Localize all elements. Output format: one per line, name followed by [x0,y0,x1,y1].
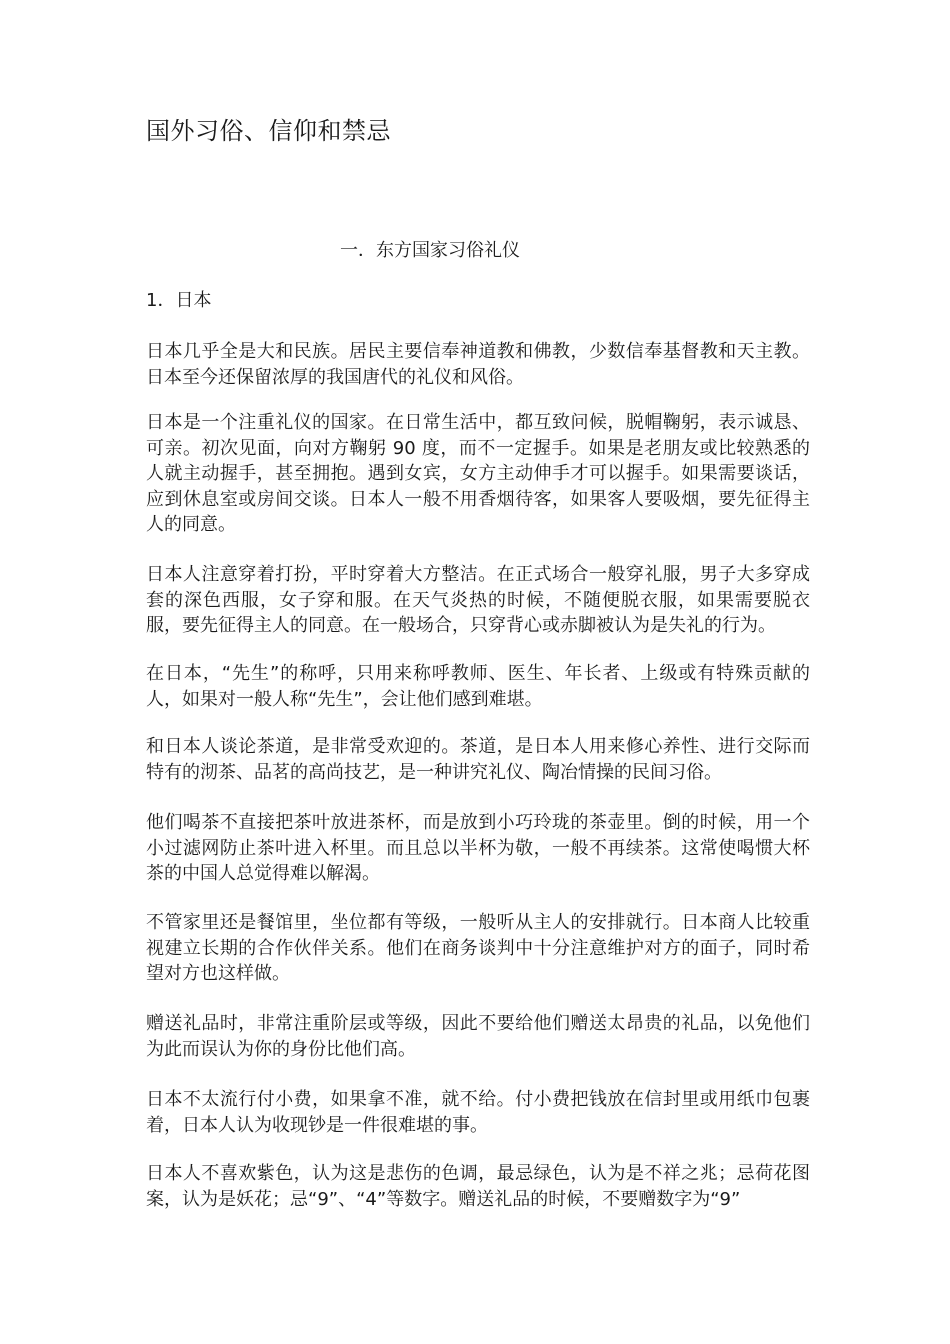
paragraph: 和日本人谈论茶道，是非常受欢迎的。茶道，是日本人用来修心养性、进行交际而特有的沏茶、品茗的高尚技艺，是一种讲究礼仪、陶冶情操的民间习俗。 [146,736,810,783]
sub-heading-japan: 1．日本 [146,290,212,311]
paragraph: 日本人注意穿着打扮，平时穿着大方整洁。在正式场合一般穿礼服，男子大多穿成套的深色西服，女子穿和服。在天气炎热的时候，不随便脱衣服，如果需要脱衣服，要先征得主人的同意。在一般场合，只穿背心或赤脚被认为是失礼的行为。 [146,564,810,636]
document-title: 国外习俗、信仰和禁忌 [146,117,391,145]
paragraph: 在日本，“先生”的称呼，只用来称呼教师、医生、年长者、上级或有特殊贡献的人，如果对一般人称“先生”，会让他们感到难堪。 [146,663,810,710]
paragraph: 日本不太流行付小费，如果拿不准，就不给。付小费把钱放在信封里或用纸巾包裹着，日本人认为收现钞是一件很难堪的事。 [146,1089,810,1136]
paragraph: 日本是一个注重礼仪的国家。在日常生活中，都互致问候，脱帽鞠躬，表示诚恳、可亲。初次见面，向对方鞠躬 90 度，而不一定握手。如果是老朋友或比较熟悉的人就主动握手，甚至拥抱。遇到女宾，女方主动伸手才可以握手。如果需要谈话，应到休息室或房间交谈。日本人一般不用香烟待客，如果客人要吸烟，要先征得主人的同意。 [146,412,810,535]
paragraph: 日本几乎全是大和民族。居民主要信奉神道教和佛教，少数信奉基督教和天主教。日本至今还保留浓厚的我国唐代的礼仪和风俗。 [146,341,810,388]
paragraph: 赠送礼品时，非常注重阶层或等级，因此不要给他们赠送太昂贵的礼品，以免他们为此而误认为你的身份比他们高。 [146,1013,810,1060]
paragraph: 他们喝茶不直接把茶叶放进茶杯，而是放到小巧玲珑的茶壶里。倒的时候，用一个小过滤网防止茶叶进入杯里。而且总以半杯为敬，一般不再续茶。这常使喝惯大杯茶的中国人总觉得难以解渴。 [146,812,810,884]
paragraph: 日本人不喜欢紫色，认为这是悲伤的色调，最忌绿色，认为是不祥之兆；忌荷花图案，认为是妖花；忌“9”、“4”等数字。赠送礼品的时候，不要赠数字为“9” [146,1163,810,1210]
paragraph: 不管家里还是餐馆里，坐位都有等级，一般听从主人的安排就行。日本商人比较重视建立长期的合作伙伴关系。他们在商务谈判中十分注意维护对方的面子，同时希望对方也这样做。 [146,912,810,984]
section-heading: 一．东方国家习俗礼仪 [340,240,520,261]
